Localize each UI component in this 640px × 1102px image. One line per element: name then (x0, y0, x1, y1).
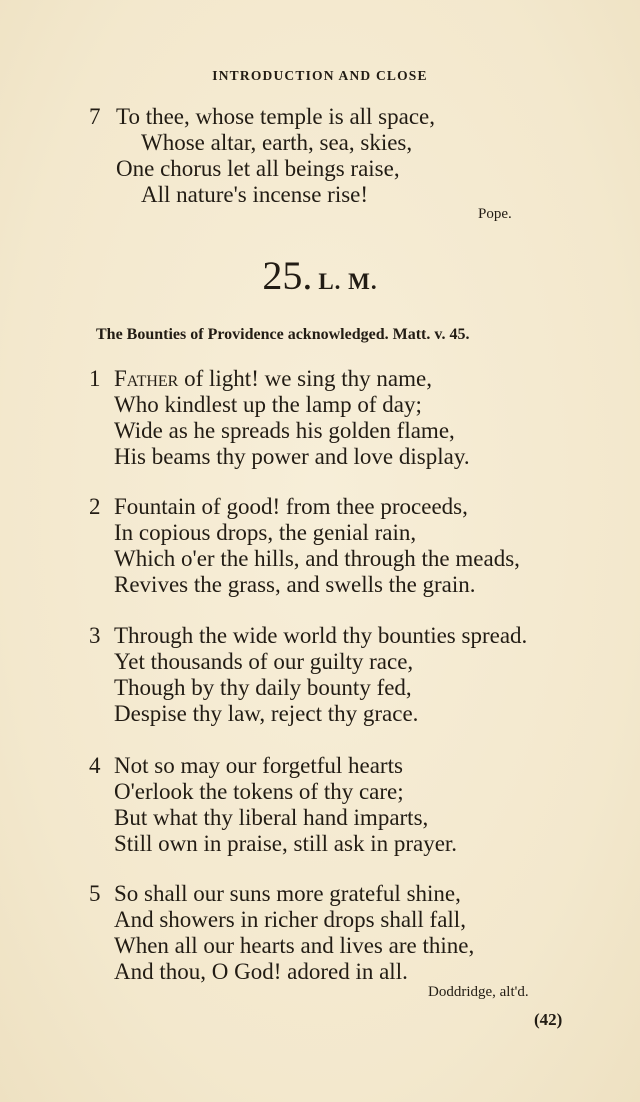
hymn-author: Doddridge, alt'd. (428, 984, 529, 1000)
verse-line: Still own in praise, still ask in prayer. (114, 831, 458, 856)
running-head: INTRODUCTION AND CLOSE (212, 68, 428, 83)
verse-line (114, 366, 432, 392)
verse-line: Through the wide world thy bounties spread. (114, 623, 528, 648)
verse-line: And thou, O God! adored in all. (114, 959, 408, 984)
verse-line: Who kindlest up the lamp of day; (114, 392, 422, 417)
verse-line: To thee, whose temple is all space, (116, 104, 436, 129)
hymn-meter: L. M. (318, 269, 378, 294)
verse-line: Yet thousands of our guilty race, (114, 649, 414, 674)
stanza-number: 1 (89, 366, 101, 391)
hymn-number: 25. (262, 253, 313, 298)
verse-line: Though by thy daily bounty fed, (114, 675, 412, 700)
verse-line: When all our hearts and lives are thine, (114, 933, 475, 958)
verse-line: All nature's incense rise! (141, 182, 369, 207)
stanza-number: 2 (89, 494, 101, 519)
verse-line: But what thy liberal hand imparts, (114, 805, 429, 830)
verse-line: In copious drops, the genial rain, (114, 520, 417, 545)
verse-line: Revives the grass, and swells the grain. (114, 572, 476, 597)
previous-hymn-author: Pope. (478, 206, 512, 222)
first-word: Father (114, 366, 179, 391)
verse-line: Despise thy law, reject thy grace. (114, 701, 419, 726)
verse-line: So shall our suns more grateful shine, (114, 881, 461, 906)
stanza-number: 5 (89, 881, 101, 906)
verse-line: Wide as he spreads his golden flame, (114, 418, 455, 443)
verse-line: One chorus let all beings raise, (116, 156, 400, 181)
hymn-heading (0, 252, 640, 299)
page-number: (42) (534, 1010, 563, 1029)
verse-line: His beams thy power and love display. (114, 444, 470, 469)
stanza-number: 4 (89, 753, 101, 778)
verse-line: Which o'er the hills, and through the meads, (114, 546, 520, 571)
first-line-rest: of light! we sing thy name, (178, 366, 432, 391)
verse-line: Not so may our forgetful hearts (114, 753, 403, 778)
stanza-number: 7 (89, 104, 101, 129)
verse-line: O'erlook the tokens of thy care; (114, 779, 404, 804)
verse-line: Whose altar, earth, sea, skies, (141, 130, 413, 155)
stanza-number: 3 (89, 623, 101, 648)
verse-line: Fountain of good! from thee proceeds, (114, 494, 468, 519)
hymn-subtitle: The Bounties of Providence acknowledged. Matt. v. 45. (96, 326, 470, 343)
verse-line: And showers in richer drops shall fall, (114, 907, 466, 932)
